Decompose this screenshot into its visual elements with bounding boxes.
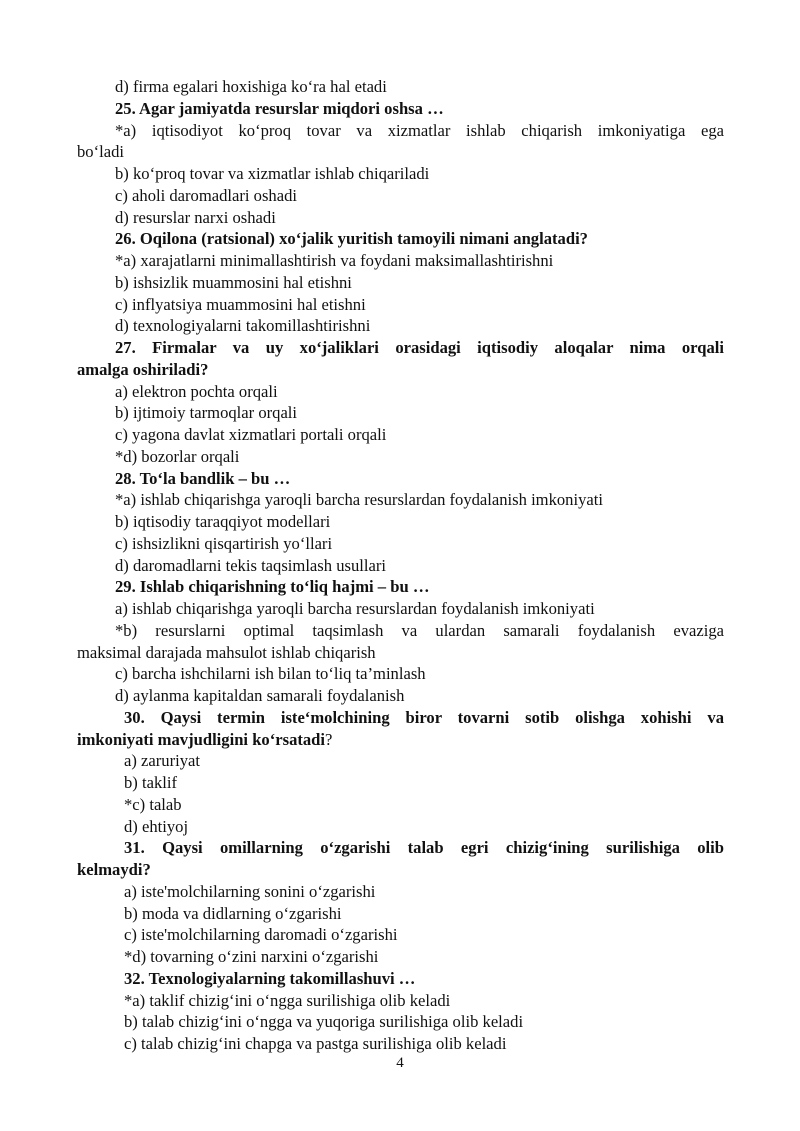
option-25-a-continuation: bo‘ladi	[77, 142, 125, 162]
question-31: 31. Qaysi omillarning o‘zgarishi talab egri chizig‘ining surilishiga olib	[124, 838, 724, 858]
question-25: 25. Agar jamiyatda resurslar miqdori oshsa …	[115, 98, 444, 118]
option-29-b: *b) resurslarni optimal taqsimlash va ulardan samarali foydalanish evaziga	[115, 620, 724, 640]
option-29-d: d) aylanma kapitaldan samarali foydalanish	[115, 686, 405, 705]
option-29-c: c) barcha ishchilarni ish bilan to‘liq ta’minlash	[115, 664, 426, 684]
question-32: 32. Texnologiyalarning takomillashuvi …	[124, 968, 416, 988]
option-31-b: b) moda va didlarning o‘zgarishi	[124, 903, 342, 923]
option-29-a: a) ishlab chiqarishga yaroqli barcha resurslardan foydalanish imkoniyati	[115, 599, 595, 618]
option-31-d: *d) tovarning o‘zini narxini o‘zgarishi	[124, 947, 379, 966]
option-27-d: *d) bozorlar orqali	[115, 446, 240, 466]
option-24-d: d) firma egalari hoxishiga ko‘ra hal etadi	[115, 77, 387, 96]
option-30-c: *c) talab	[124, 794, 182, 814]
question-26: 26. Oqilona (ratsional) xo‘jalik yuritish tamoyili nimani anglatadi?	[115, 229, 588, 249]
option-25-a: *a) iqtisodiyot ko‘proq tovar va xizmatlar ishlab chiqarish imkoniyatiga ega	[115, 120, 724, 140]
option-29-b-continuation: maksimal darajada mahsulot ishlab chiqarish	[77, 642, 376, 662]
option-26-c: c) inflyatsiya muammosini hal etishni	[115, 294, 366, 314]
option-27-c: c) yagona davlat xizmatlari portali orqali	[115, 425, 387, 444]
option-26-d: d) texnologiyalarni takomillashtirishni	[115, 316, 371, 336]
question-29: 29. Ishlab chiqarishning to‘liq hajmi – bu …	[115, 577, 430, 597]
question-28: 28. To‘la bandlik – bu …	[115, 468, 291, 488]
option-26-b: b) ishsizlik muammosini hal etishni	[115, 272, 352, 292]
question-31-continuation: kelmaydi?	[77, 860, 151, 879]
question-27: 27. Firmalar va uy xo‘jaliklari orasidagi iqtisodiy aloqalar nima orqali	[115, 338, 724, 357]
option-28-d: d) daromadlarni tekis taqsimlash usullari	[115, 555, 386, 575]
question-30-continuation	[77, 729, 724, 751]
option-30-d: d) ehtiyoj	[124, 816, 189, 836]
page-number: 4	[396, 1055, 404, 1071]
question-27-continuation: amalga oshiriladi?	[77, 359, 209, 379]
option-31-a: a) iste'molchilarning sonini o‘zgarishi	[124, 881, 376, 901]
option-27-a: a) elektron pochta orqali	[115, 381, 278, 401]
question-30-continuation-text: imkoniyati mavjudligini ko‘rsatadi	[77, 729, 326, 749]
question-30-mark: ?	[325, 729, 333, 749]
option-25-d: d) resurslar narxi oshadi	[115, 207, 276, 227]
option-26-a: *a) xarajatlarni minimallashtirish va foydani maksimallashtirishni	[115, 251, 554, 270]
option-28-c: c) ishsizlikni qisqartirish yo‘llari	[115, 533, 333, 553]
page-content	[77, 76, 724, 1055]
option-32-c: c) talab chizig‘ini chapga va pastga surilishiga olib keladi	[124, 1034, 507, 1053]
option-27-b: b) ijtimoiy tarmoqlar orqali	[115, 403, 298, 423]
option-25-c: c) aholi daromadlari oshadi	[115, 185, 298, 205]
option-30-a: a) zaruriyat	[124, 751, 201, 771]
option-30-b: b) taklif	[124, 773, 177, 792]
option-31-c: c) iste'molchilarning daromadi o‘zgarishi	[124, 925, 398, 945]
option-32-a: *a) taklif chizig‘ini o‘ngga surilishiga olib keladi	[124, 990, 451, 1010]
option-28-a: *a) ishlab chiqarishga yaroqli barcha resurslardan foydalanish imkoniyati	[115, 490, 603, 510]
option-28-b: b) iqtisodiy taraqqiyot modellari	[115, 512, 331, 531]
option-25-b: b) ko‘proq tovar va xizmatlar ishlab chiqariladi	[115, 164, 430, 183]
question-30: 30. Qaysi termin iste‘molchining biror tovarni sotib olishga xohishi va	[124, 707, 724, 727]
option-32-b: b) talab chizig‘ini o‘ngga va yuqoriga surilishiga olib keladi	[124, 1012, 524, 1032]
